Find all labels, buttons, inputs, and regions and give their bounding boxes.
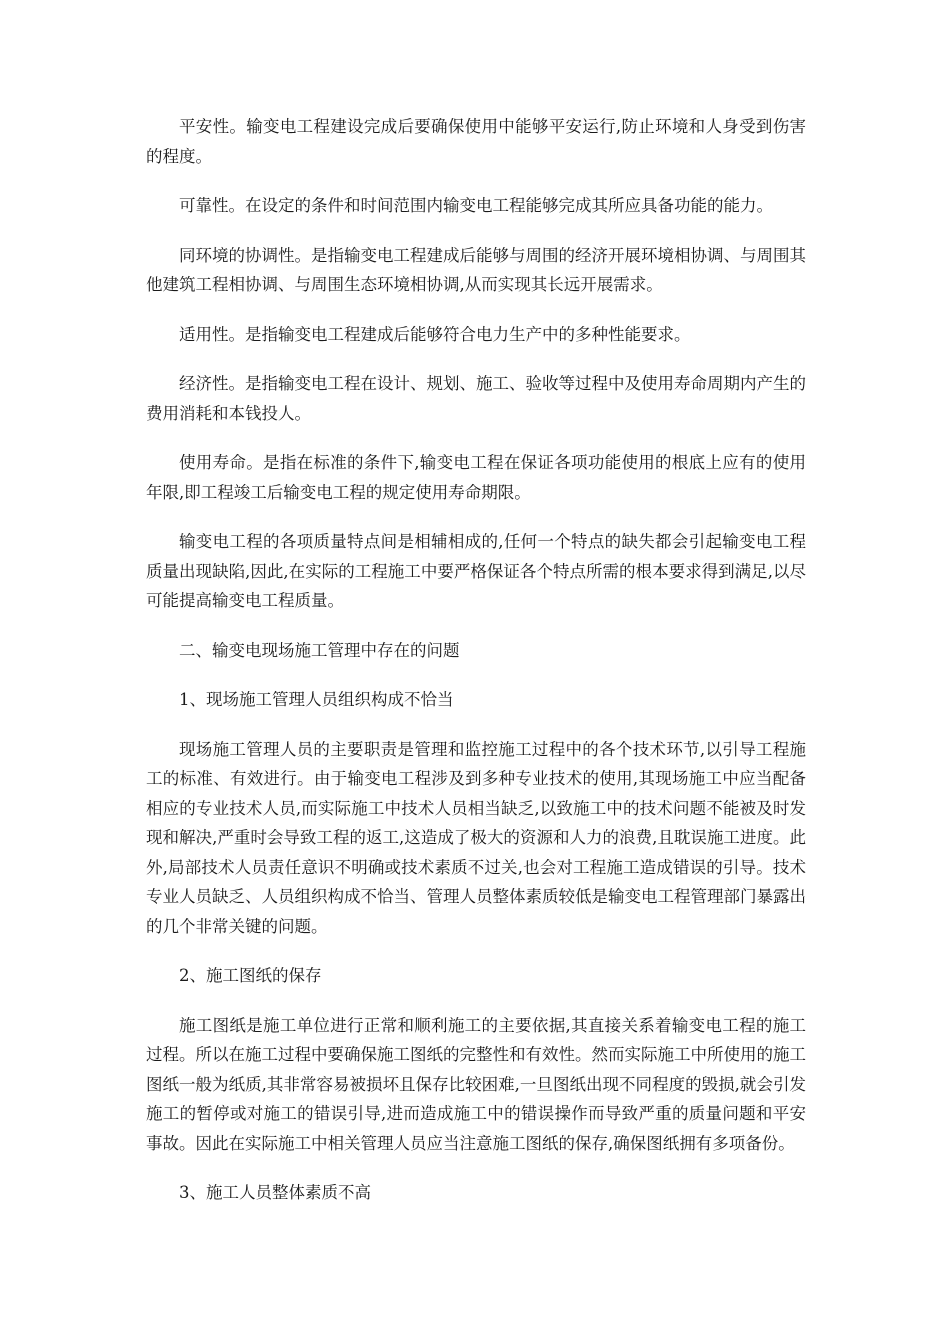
paragraph-staff-structure: 现场施工管理人员的主要职责是管理和监控施工过程中的各个技术环节,以引导工程施工的标准、有效进行。由于输变电工程涉及到多种专业技术的使用,其现场施工中应当配备相应的专业技术人员,而实际施工中技术人员相当缺乏,以致施工中的技术问题不能被及时发现和解决,严重时会导致工程的返工,这造成了极大的资源和人力的浪费,且耽误施工进度。此外,局部技术人员责任意识不明确或技术素质不过关,也会对工程施工造成错误的引导。技术专业人员缺乏、人员组织构成不恰当、管理人员整体素质较低是输变电工程管理部门暴露出的几个非常关键的问题。 <box>146 739 806 936</box>
section-heading-problems: 二、输变电现场施工管理中存在的问题 <box>179 640 460 660</box>
paragraph-environment-coordination: 同环境的协调性。是指输变电工程建成后能够与周围的经济开展环境相协调、与周围其他建筑工程相协调、与周围生态环境相协调,从而实现其长远开展需求。 <box>146 245 806 294</box>
paragraph-drawing-storage: 施工图纸是施工单位进行正常和顺利施工的主要依据,其直接关系着输变电工程的施工过程。所以在施工过程中要确保施工图纸的完整性和有效性。然而实际施工中所使用的施工图纸一般为纸质,其非常容易被损坏且保存比较困难,一旦图纸出现不同程度的毁损,就会引发施工的暂停或对施工的错误引导,进而造成施工中的错误操作而导致严重的质量问题和平安事故。因此在实际施工中相关管理人员应当注意施工图纸的保存,确保图纸拥有多项备份。 <box>146 1015 806 1153</box>
paragraph-applicability: 适用性。是指输变电工程建成后能够符合电力生产中的多种性能要求。 <box>179 324 691 344</box>
paragraph-safety: 平安性。输变电工程建设完成后要确保使用中能够平安运行,防止环境和人身受到伤害的程度。 <box>146 117 806 166</box>
paragraph-economy: 经济性。是指输变电工程在设计、规划、施工、验收等过程中及使用寿命周期内产生的费用消耗和本钱投人。 <box>146 374 806 423</box>
subheading-worker-quality: 3、施工人员整体素质不高 <box>179 1183 371 1202</box>
paragraph-quality-summary: 输变电工程的各项质量特点间是相辅相成的,任何一个特点的缺失都会引起输变电工程质量出现缺陷,因此,在实际的工程施工中要严格保证各个特点所需的根本要求得到满足,以尽可能提高输变电工程质量。 <box>146 532 806 610</box>
paragraph-reliability: 可靠性。在设定的条件和时间范围内输变电工程能够完成其所应具备功能的能力。 <box>179 196 773 215</box>
document-body <box>146 112 806 1228</box>
subheading-drawing-storage: 2、施工图纸的保存 <box>179 966 322 985</box>
paragraph-service-life: 使用寿命。是指在标准的条件下,输变电工程在保证各项功能使用的根底上应有的使用年限,即工程竣工后输变电工程的规定使用寿命期限。 <box>146 453 806 502</box>
subheading-staff-structure: 1、现场施工管理人员组织构成不恰当 <box>179 690 454 709</box>
